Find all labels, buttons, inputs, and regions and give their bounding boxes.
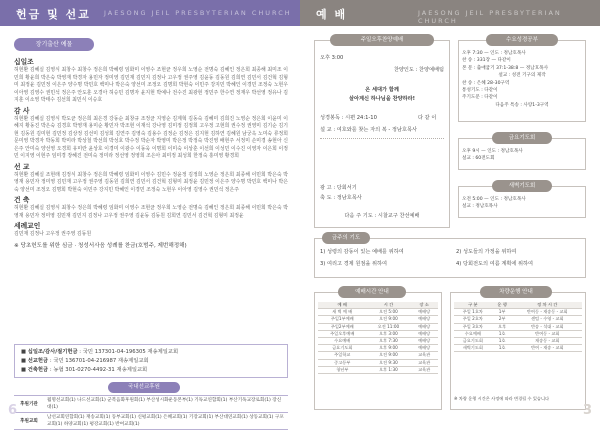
table-cell: 금요기도회: [318, 345, 367, 352]
program-line: 오후 7:30 — 인도 : 정남호목사: [462, 51, 526, 56]
scripture-reader: 다 같 이: [418, 115, 437, 121]
program-line: 설교 : 성전 기구의 제작: [498, 73, 546, 79]
worship-theme: 온 세대가 함께: [365, 87, 399, 93]
dawn-prayer-pill: 새벽기도회: [492, 180, 552, 192]
sermon-line: 설 교 : 여호와를 찾는 자의 복 - 정남호목사: [320, 127, 417, 133]
prayer-topic: 2) 성도들의 가정을 위하여: [456, 249, 517, 255]
col-header: 시 간: [367, 302, 411, 309]
row-text: 남선교회연합회(1) 재송교회(1) 동부교회(1) 신평교회(1) 은혜교회(1) 기장교회(1) 부산대연교회(1) 상동교회(1) 구포교회(1) 하양교회(1) 평강교회(1) 반여교회(1): [44, 413, 288, 430]
table-cell: 오후 7:30: [367, 338, 411, 345]
program-line: 오후 9시 — 인도 : 정남호목사: [462, 149, 523, 154]
offering-list: [14, 56, 288, 250]
table-row: [318, 309, 438, 316]
table-cell: 반송 - 석대 - 교회: [513, 323, 583, 330]
col-header: 장 소: [410, 302, 438, 309]
table-row: [318, 338, 438, 345]
program-line: 본 문 : 출애굽기 37:1-38:8 — 정남호목사: [462, 65, 549, 71]
table-cell: 예배당: [410, 309, 438, 316]
table-row: [318, 323, 438, 330]
prayer-topic: 3) 여리고 경제 원점을 위하여: [320, 261, 388, 267]
table-row: [14, 413, 288, 430]
row-text: 월명선교회(1) 나드선교회(1) 군복음화후원회(1) 부산성시화운동본부(1) 기독교연합회(1) 부산기독교장로회(1) 장신대(1): [44, 396, 288, 413]
program-line: 설교 : 정남호목사: [462, 204, 498, 210]
table-cell: 예배당: [410, 338, 438, 345]
praise-leader: 찬양인도 : 찬양예배팀: [393, 67, 444, 73]
section-heading: 세례교인: [14, 222, 41, 230]
program-line: 찬 송 : 은혜 28-30구역: [462, 80, 510, 86]
prayer-topics-box: [314, 238, 586, 278]
wednesday-program: [462, 50, 582, 109]
table-cell: 1부: [492, 309, 513, 316]
table-cell: 중고등부: [318, 359, 367, 366]
table-cell: 예배당: [410, 330, 438, 337]
row-label: 후원교회: [14, 413, 44, 430]
table-cell: 오후: [492, 323, 513, 330]
vehicle-rows: [454, 309, 582, 352]
section-heading: 건 축: [14, 196, 30, 204]
next-week-prayer: 다음 주 기도 : 시찰교구 찬선예배: [344, 213, 420, 219]
account-line: ■ 건축헌금 : 농협 301-0270-4492-31 재송제일교회: [21, 367, 148, 373]
right-header-title: 예 배: [316, 8, 348, 21]
worship-schedule-table: [318, 302, 438, 374]
table-cell: 주일오후예배: [318, 330, 367, 337]
left-header-bar: [0, 0, 300, 26]
row-label: 후원기관: [14, 396, 44, 413]
table-cell: 예배당: [410, 345, 438, 352]
program-line: 찬 송 : 331장 — 다같이: [462, 58, 511, 64]
account-line: ■ 선교헌금 : 국민 136701-04-216987 재송제일교회: [21, 358, 149, 364]
account-line: ■ 십일조/감사/절기헌금 : 국민 137301-04-196305 재송제일교회: [21, 349, 179, 355]
table-cell: 예배당: [410, 323, 438, 330]
table-cell: 수요예배: [318, 338, 367, 345]
dawn-program: [462, 196, 582, 211]
prayer-topic: 4) 당회전도의 여름 계획에 위하여: [456, 261, 534, 267]
table-header: [454, 302, 582, 309]
table-cell: 오전 5:00: [367, 309, 411, 316]
section-names: 허현환 김혜실 김영식 최창수 정은희 박혜령 임화미 이영수 조현균 정우희 노영순 전명숙 김혜인 정은희 최종해 이민희 박은숙 박영재 용민자 정미영 김민재 김민지 김정나 고우정 권주영 김윤동 김동원 김희연 김민서 김건혁 김형미 최정윤: [14, 205, 288, 219]
sunday-worship-pill: 주일오후찬양예배: [330, 34, 434, 46]
table-row: [454, 345, 582, 352]
prayer-topics-pill: 금주의 기도: [322, 232, 370, 244]
right-header-bar: [300, 0, 600, 26]
table-row: [454, 323, 582, 330]
left-header-title: 헌금 및 선교: [16, 8, 91, 21]
table-cell: 예배당: [410, 316, 438, 323]
col-header: 예 배: [318, 302, 367, 309]
table-cell: 오전 11:00: [367, 323, 411, 330]
wednesday-bible-pill: 수요성경공부: [486, 34, 558, 46]
friday-prayer-pill: 금요기도회: [492, 132, 552, 144]
schedule-rows: [318, 309, 438, 374]
table-cell: 주일 1호차: [454, 309, 492, 316]
table-cell: 1호: [492, 338, 513, 345]
section-heading: 선 교: [14, 162, 30, 171]
table-cell: 새 벽 예 배: [318, 309, 367, 316]
section-names: 허현환 김혜실 김영식 최창수 최창수 정은희 박혜령 임화미 이영수 조현균 정우희 노영순 전명숙 김혜인 정은희 최종해 최미조 이민희 황윤희 박은숙 박영재 박경자 용민자 정미영 김민재 김민지 김정나 고우정 권주영 김윤동 김동원 김희연 김민서 김건혁 김형미 최정윤 김민정 이은주 양수명 박민호 백미나 박은숙 양선미 조정오 김명희 박현숙 이민주 강지민 박혜인 이경민 조정숙 노현우 이아영 김영수 권민석 정은주 안도훈 오경아 허승민 김명자 윤지현 박예나 전수진 최광현 정민주 한수연 정재우 박선영 정유나 김지훈 이소영 박태수 김선희 최민식 이승호: [14, 67, 288, 103]
table-cell: 수요예배: [454, 330, 492, 337]
section-heading: 십일조: [14, 58, 34, 66]
table-cell: 오전 9:00: [367, 352, 411, 359]
table-cell: 재송동 - 교회: [513, 338, 583, 345]
vehicle-pill: 차량운행 안내: [480, 286, 552, 298]
table-row: [318, 359, 438, 366]
col-header: 운 행: [492, 302, 513, 309]
table-cell: 1호: [492, 345, 513, 352]
worship-schedule-pill: 예배시간 안내: [338, 286, 406, 298]
table-cell: 센텀 - 수영 - 교회: [513, 316, 583, 323]
table-cell: 주일 2호차: [454, 316, 492, 323]
table-row: [318, 345, 438, 352]
program-line: 다음주 특송 : 사랑1-3구역: [495, 102, 549, 108]
table-row: [318, 330, 438, 337]
col-header: 정 차 시 간: [513, 302, 583, 309]
table-cell: 금요기도회: [454, 338, 492, 345]
divider: [320, 138, 444, 139]
table-cell: 오후 1:30: [367, 366, 411, 373]
table-row: [454, 309, 582, 316]
prayer-topic: 1) 성령의 감동이 있는 예배를 위하여: [320, 249, 404, 255]
table-cell: 오전 9:00: [367, 316, 411, 323]
table-row: [454, 338, 582, 345]
program-line: 오전 5:00 — 인도 : 정남호목사: [462, 197, 526, 202]
table-cell: 2부: [492, 316, 513, 323]
program-line: 통성기도 : 다같이: [462, 88, 498, 94]
vehicle-note: ※ 차량 운행 시간은 사정에 따라 변경될 수 있습니다: [454, 396, 550, 401]
table-cell: 오전 9:30: [367, 359, 411, 366]
program-line: 설교 : 60전도회: [462, 156, 495, 162]
table-cell: 주일학교: [318, 352, 367, 359]
program-line: 주기도문 : 다같이: [462, 95, 498, 101]
table-cell: 주일1부예배: [318, 316, 367, 323]
section-names: 김민재 김정나 고우정 권주영 김동원: [14, 231, 92, 237]
table-cell: 반여동 - 교회: [513, 330, 583, 337]
table-cell: 교육관: [410, 352, 438, 359]
table-row: [14, 396, 288, 413]
section-names: 허현환 김혜실 조현래 김정식 최창수 정은희 박혜령 임화미 이영수 김민수 정윤정 김정희 노영순 정은희 최종해 이민희 박은숙 박영재 용민자 정미영 김민재 고우정 권주영 김동원 김희연 김민서 김건혁 김형미 최정윤 김민정 이은주 양수명 박민호 백미나 박은숙 양선미 조정오 김명희 박현숙 이민주 강지민 박혜인 이경민 조정숙 노현우 이아영 김영수 권민석 정은주: [14, 171, 288, 193]
scripture-reading: 성경봉독 : 시편 24:1-10: [320, 115, 377, 121]
worship-time: 오후 3:00: [320, 55, 344, 61]
prayer-list-pill: 장기출산 예물: [14, 38, 94, 51]
section-heading: 감 사: [14, 106, 30, 115]
announcements: 광 고 : 당회서기: [320, 185, 357, 191]
table-cell: 반여 - 재송 - 교회: [513, 345, 583, 352]
table-cell: 오후 3:00: [367, 330, 411, 337]
page-number-left: 6: [8, 403, 18, 418]
table-cell: 1호: [492, 330, 513, 337]
table-row: [318, 352, 438, 359]
table-cell: 주일 3호차: [454, 323, 492, 330]
table-row: [318, 316, 438, 323]
table-cell: 주일2부예배: [318, 323, 367, 330]
domestic-mission-table: [14, 395, 288, 430]
domestic-mission-pill: 국내선교후원: [108, 382, 180, 393]
vehicle-table: [454, 302, 582, 352]
table-row: [318, 366, 438, 373]
table-row: [454, 316, 582, 323]
right-page: [300, 26, 600, 424]
section-names: 허현환 김혜실 김영식 박도균 정은희 최은경 강동순 최창규 조정균 지영순 김계혁 김동숙 김혜미 김희진 노영순 정은희 이윤미 이혜지 황동진 박은숙 김경호 박영재 용미순 황민자 박조현 이재석 강나영 김미정 김정희 고우정 고현희 권수정 권영미 김기순 김기현 김동원 김미현 김민정 김상정 김선미 김성희 김연주 김영숙 김용수 김정순 김정은 김지현 김하연 김혜원 남궁옥 노미숙 류정희 문미영 박경자 박동희 박미라 박상철 박선희 박성호 박수정 박순자 박영미 박은정 박정숙 박진영 배현주 서정미 손미경 송현아 신은주 안미숙 양선영 오경희 유미란 윤상호 이경미 이광수 이동욱 이명희 이미숙 이상훈 이선희 이성민 이수진 이영자 이은희 이정민 이지영 이현주 임미경 장혜진 전미숙 정미라 정선영 정영희 조은아 최미정 최성희 한정숙 홍미영 황경희: [14, 115, 288, 159]
table-cell: 오후 9:00: [367, 345, 411, 352]
col-header: 구 분: [454, 302, 492, 309]
table-cell: 교육관: [410, 366, 438, 373]
left-header-subtitle: JAESONG JEIL PRESBYTERIAN CHURCH: [104, 9, 292, 17]
page-number-right: 3: [582, 403, 592, 418]
benediction: 축 도 : 정남호목사: [320, 195, 362, 201]
table-row: [454, 330, 582, 337]
worship-theme-2: 살아계신 하나님을 찬양하라!: [348, 96, 416, 102]
table-header: [318, 302, 438, 309]
table-cell: 교육관: [410, 359, 438, 366]
table-cell: 반여동 - 재송동 - 교회: [513, 309, 583, 316]
right-header-subtitle: JAESONG JEIL PRESBYTERIAN CHURCH: [418, 9, 562, 25]
left-page: [0, 26, 300, 427]
table-cell: 청년부: [318, 366, 367, 373]
bank-account-box: [14, 344, 288, 378]
table-cell: 새벽기도회: [454, 345, 492, 352]
friday-program: [462, 148, 582, 163]
offering-note: ※ 당초헌도를 위한 심금 · 청성서사음 성례를 찬금(호범주, 제번해정해): [14, 242, 187, 249]
